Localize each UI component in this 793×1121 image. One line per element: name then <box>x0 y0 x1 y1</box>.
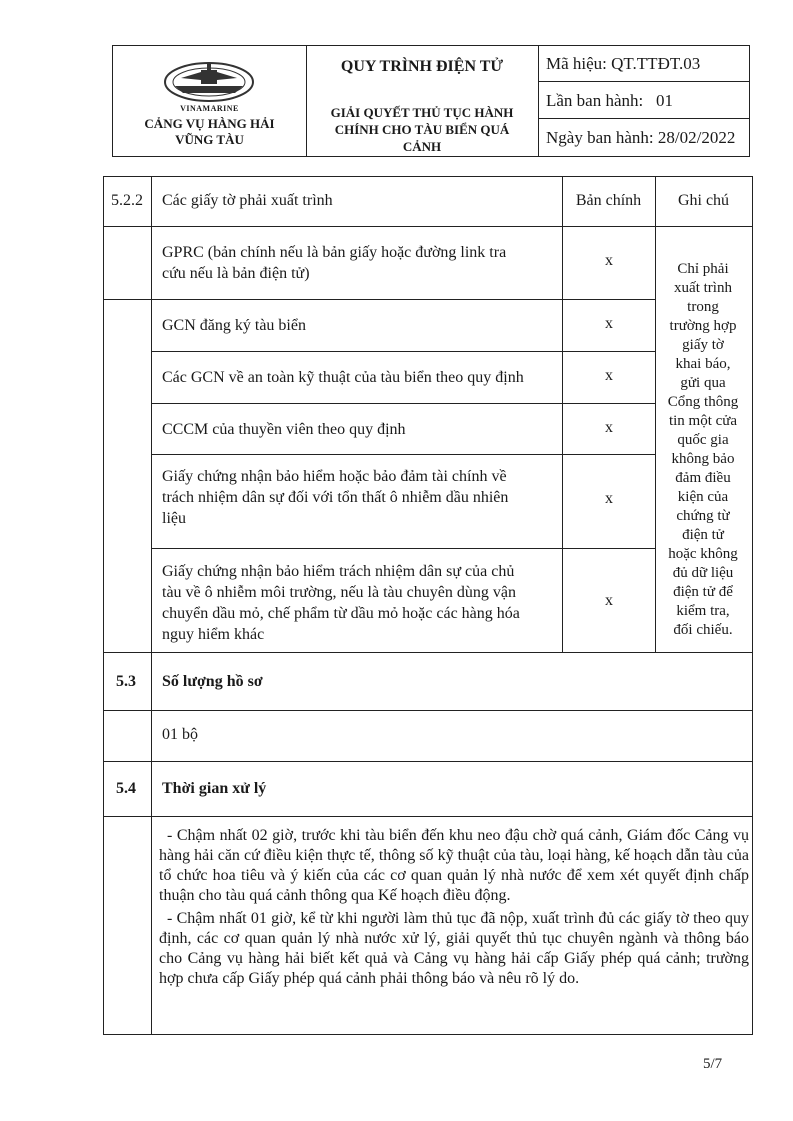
document-item: CCCM của thuyền viên theo quy định <box>162 421 406 438</box>
subtitle-line2: CHÍNH CHO TÀU BIỂN QUÁ CẢNH <box>334 122 510 154</box>
subtitle-line1: GIẢI QUYẾT THỦ TỤC HÀNH <box>330 105 514 120</box>
processing-time-paragraph: - Chậm nhất 02 giờ, trước khi tàu biển đến khu neo đậu chờ quá cảnh, Giám đốc Cảng vụ hàng hải căn cứ điều kiện thực tế, thông số kỹ thuật của tàu, loại hàng, kế hoạch dẫn tàu của tổ chức hoa tiêu và ý kiến của các cơ quan quản lý nhà nước để xem xét quyết định chấp thuận cho tàu quá cảnh thông qua Kế hoạch điều động. <box>159 827 749 904</box>
original-mark: x <box>605 490 613 507</box>
issue-date: Ngày ban hành: 28/02/2022 <box>546 128 736 147</box>
note-line: điện tử <box>682 527 724 543</box>
row-divider <box>151 351 655 352</box>
vinamarine-logo-icon <box>161 58 257 104</box>
table-border-left <box>103 176 104 1035</box>
logo-caption: VINAMARINE <box>180 104 239 113</box>
note-line: đảm điều <box>675 470 731 486</box>
note-line: kiểm tra, <box>676 603 730 619</box>
row-divider <box>151 548 655 549</box>
note-line: xuất trình <box>674 280 732 296</box>
section-title: Số lượng hồ sơ <box>162 673 263 690</box>
section-number: 5.3 <box>116 673 136 690</box>
note-line: gửi qua <box>680 375 726 391</box>
note-line: không bảo <box>671 451 735 467</box>
note-line: khai báo, <box>675 356 731 372</box>
item-line: Giấy chứng nhận bảo hiểm trách nhiệm dân sự của chủ <box>162 563 515 580</box>
page-number: 5/7 <box>703 1056 723 1072</box>
note-line: giấy tờ <box>682 337 724 353</box>
section-number: 5.2.2 <box>111 192 143 209</box>
document-item: GCN đăng ký tàu biển <box>162 317 306 334</box>
table-divider-number <box>151 176 152 1035</box>
row-divider <box>103 652 753 653</box>
row-divider <box>151 403 655 404</box>
header-meta-cell <box>538 46 749 156</box>
header-org-cell <box>113 46 307 156</box>
table-divider-original <box>562 176 563 652</box>
record-count: 01 bộ <box>162 726 198 743</box>
section-title: Thời gian xử lý <box>162 780 267 797</box>
note-line: đối chiếu. <box>673 622 733 638</box>
issue-label: Lần ban hành: <box>546 91 644 110</box>
row-divider <box>103 226 753 227</box>
section-title: Các giấy tờ phải xuất trình <box>162 192 333 209</box>
item-line: GPRC (bản chính nếu là bản giấy hoặc đường link tra <box>162 244 507 261</box>
section-number: 5.4 <box>116 780 136 797</box>
item-line: Giấy chứng nhận bảo hiểm hoặc bảo đảm tài chính về <box>162 468 507 485</box>
original-mark: x <box>605 419 613 436</box>
procedure-table <box>103 176 753 1035</box>
column-header-original: Bản chính <box>575 192 642 209</box>
note-line: điện tử để <box>673 584 733 600</box>
row-divider <box>103 710 753 711</box>
row-divider <box>103 299 655 300</box>
document-item: Các GCN về an toàn kỹ thuật của tàu biển theo quy định <box>162 369 524 386</box>
item-line: cứu nếu là bản điện tử) <box>162 265 310 282</box>
table-divider-note <box>655 176 656 652</box>
org-name-line2: VŨNG TÀU <box>175 132 244 147</box>
original-mark: x <box>605 592 613 609</box>
note-line: đủ dữ liệu <box>672 565 734 581</box>
document-subtitle <box>316 104 528 155</box>
item-line: liệu <box>162 510 186 527</box>
note-line: trường hợp <box>669 318 737 334</box>
item-line: trách nhiệm dân sự đối với tổn thất ô nhiễm dầu nhiên <box>162 489 509 506</box>
original-mark: x <box>605 315 613 332</box>
document-item <box>162 242 506 284</box>
item-line: tàu về ô nhiễm môi trường, nếu là tàu chuyên dùng vận <box>162 584 516 601</box>
original-mark: x <box>605 367 613 384</box>
issue-value: 01 <box>656 91 673 110</box>
processing-time-paragraph: - Chậm nhất 01 giờ, kể từ khi người làm thủ tục đã nộp, xuất trình đủ các giấy tờ theo quy định, các cơ quan quản lý nhà nước xử lý, giải quyết thủ tục chuyên ngành và thông báo cho Cảng vụ hàng hải biết kết quả và Cảng vụ hàng hải cấp Giấy phép quá cảnh; trường hợp chưa cấp Giấy phép quá cảnh phải thông báo và nêu rõ lý do. <box>159 910 749 987</box>
table-border-right <box>752 176 753 1035</box>
original-mark: x <box>605 252 613 269</box>
document-title: QUY TRÌNH ĐIỆN TỬ <box>340 58 504 75</box>
issue-number <box>538 83 749 119</box>
document-header <box>112 45 750 157</box>
document-item <box>162 561 520 645</box>
item-line: nguy hiểm khác <box>162 626 265 643</box>
row-divider <box>151 454 655 455</box>
table-border-bottom <box>103 1034 753 1035</box>
note-text <box>657 260 749 640</box>
table-border-top <box>103 176 753 177</box>
note-line: tin một cửa <box>668 413 738 429</box>
row-divider <box>103 816 753 817</box>
row-divider <box>103 761 753 762</box>
note-line: quốc gia <box>677 432 729 448</box>
document-code: Mã hiệu: QT.TTĐT.03 <box>538 46 749 82</box>
note-line: hoặc không <box>668 546 738 562</box>
column-header-note: Ghi chú <box>677 192 730 209</box>
document-item <box>162 466 508 529</box>
item-line: chuyển dầu mỏ, chế phẩm từ dầu mỏ hoặc các hàng hóa <box>162 605 520 622</box>
note-line: trong <box>687 299 719 315</box>
note-line: Cổng thông <box>667 394 739 410</box>
note-line: chứng từ <box>676 508 730 524</box>
header-title-cell <box>306 46 539 156</box>
note-line: kiện của <box>677 489 729 505</box>
org-name-line1: CẢNG VỤ HÀNG HẢI <box>144 116 275 131</box>
note-line: Chỉ phải <box>677 261 729 277</box>
